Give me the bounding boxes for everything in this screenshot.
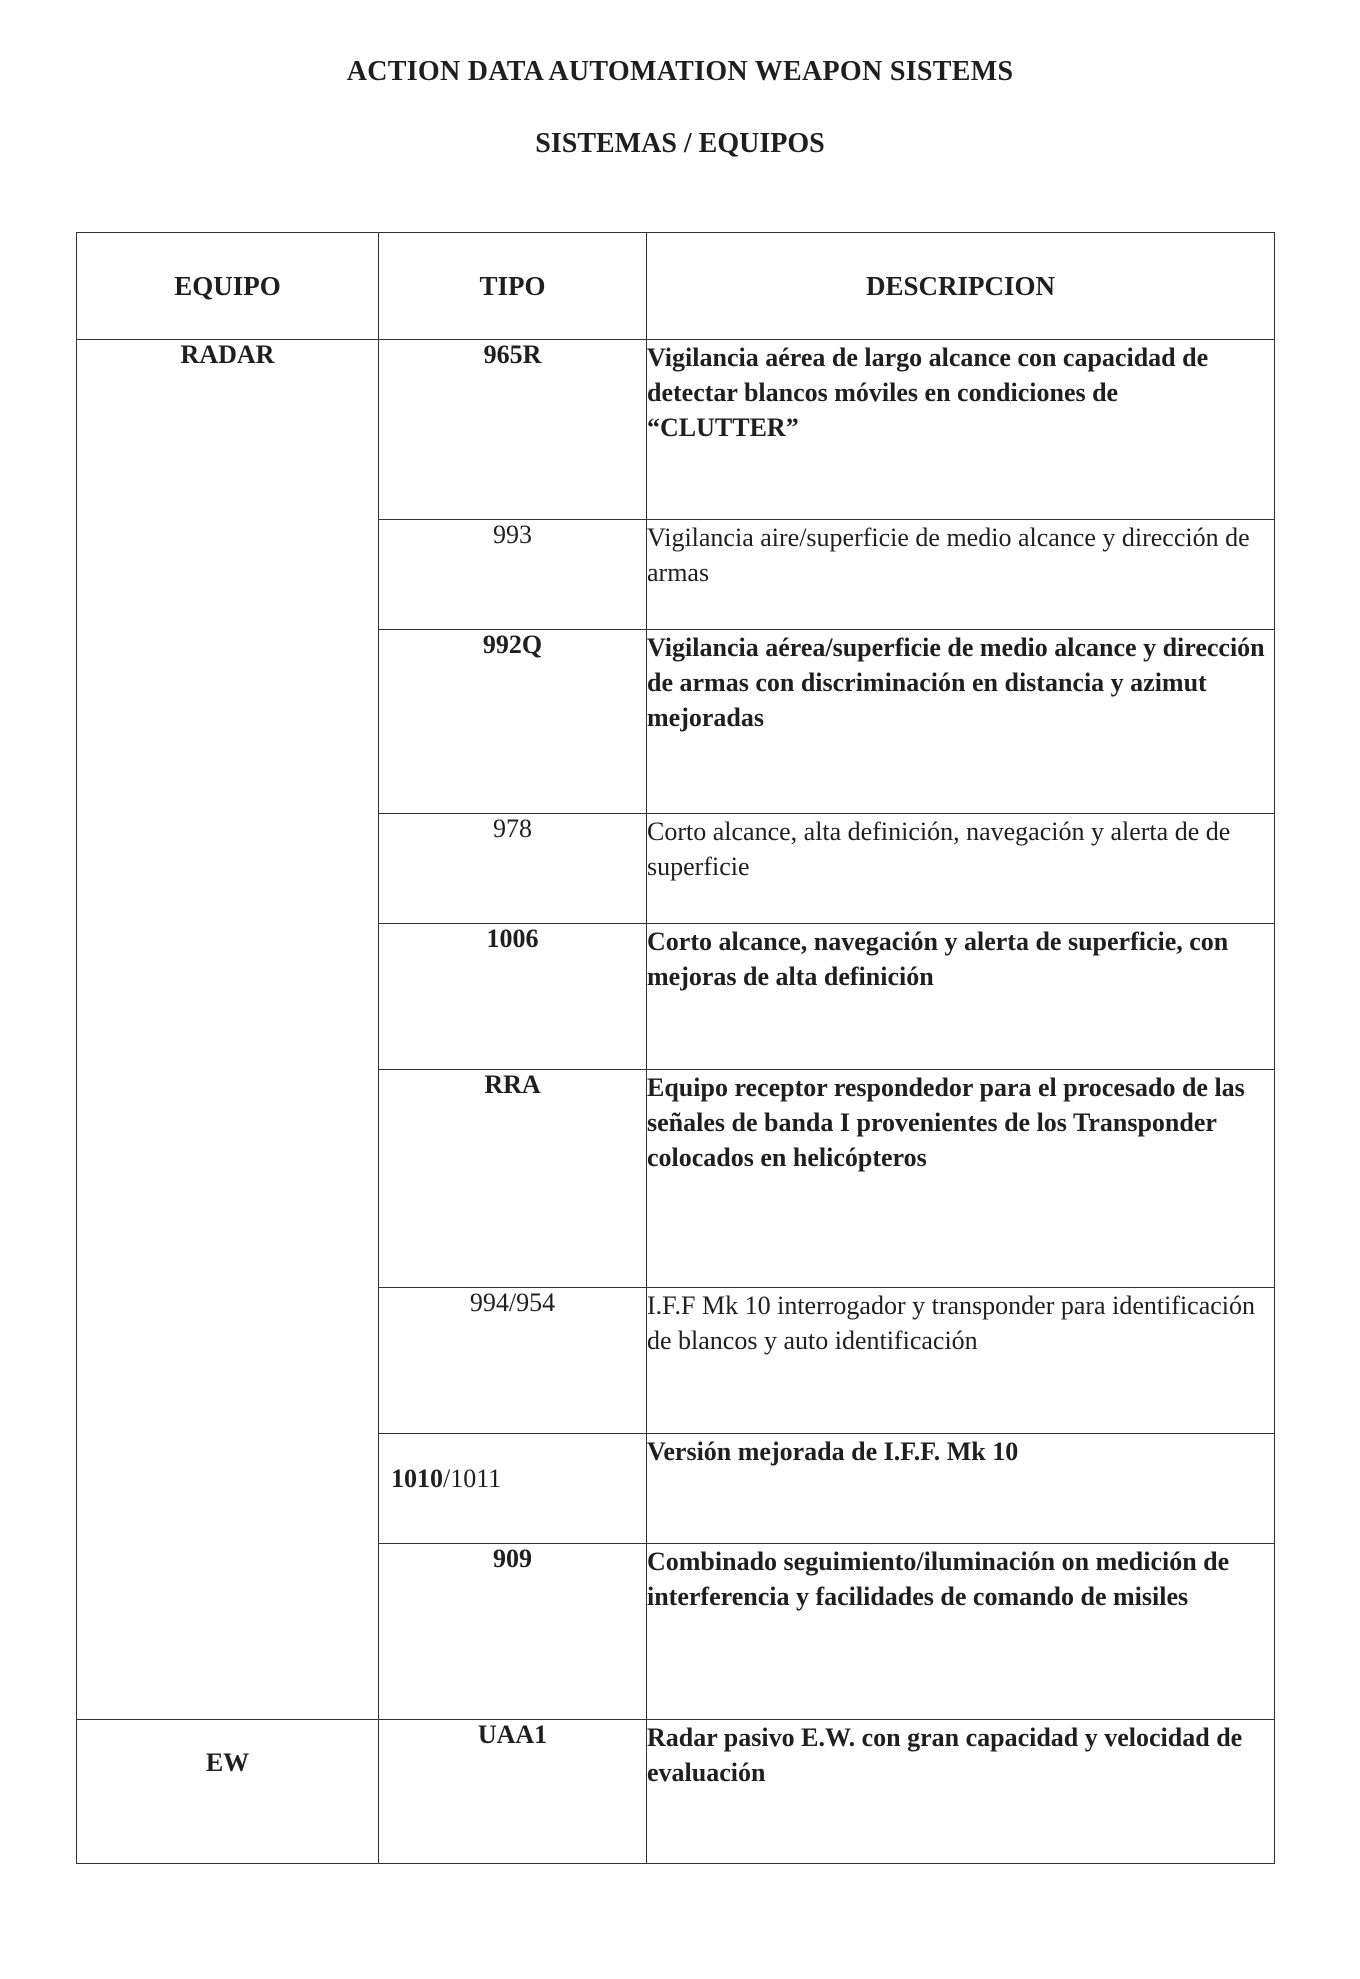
descripcion-cell: I.F.F Mk 10 interrogador y transponder para identificación de blancos y auto identificación xyxy=(647,1288,1275,1434)
descripcion-cell: Equipo receptor respondedor para el procesado de las señales de banda I provenientes de los Transponder colocados en helicópteros xyxy=(647,1070,1275,1288)
header-tipo: TIPO xyxy=(379,233,647,340)
equipo-cell-ew: EW xyxy=(77,1720,379,1864)
table-row xyxy=(77,340,1275,520)
descripcion-cell: Versión mejorada de I.F.F. Mk 10 xyxy=(647,1434,1275,1544)
tipo-cell: 965R xyxy=(379,340,647,520)
descripcion-cell: Corto alcance, navegación y alerta de superficie, con mejoras de alta definición xyxy=(647,924,1275,1070)
descripcion-cell: Vigilancia aire/superficie de medio alcance y dirección de armas xyxy=(647,520,1275,630)
tipo-cell: 909 xyxy=(379,1544,647,1720)
equipo-cell-radar: RADAR xyxy=(77,340,379,1720)
table-row xyxy=(77,1720,1275,1864)
descripcion-cell: Radar pasivo E.W. con gran capacidad y velocidad de evaluación xyxy=(647,1720,1275,1864)
tipo-bold-part: 1010 xyxy=(391,1464,443,1493)
header-equipo: EQUIPO xyxy=(77,233,379,340)
descripcion-cell: Combinado seguimiento/iluminación on medición de interferencia y facilidades de comando de misiles xyxy=(647,1544,1275,1720)
descripcion-cell: Corto alcance, alta definición, navegación y alerta de de superficie xyxy=(647,814,1275,924)
tipo-cell: 1006 xyxy=(379,924,647,1070)
page-subtitle: SISTEMAS / EQUIPOS xyxy=(535,128,825,159)
tipo-cell: UAA1 xyxy=(379,1720,647,1864)
tipo-cell: 993 xyxy=(379,520,647,630)
tipo-rest-part: /1011 xyxy=(443,1464,502,1493)
descripcion-cell: Vigilancia aérea/superficie de medio alcance y dirección de armas con discriminación en distancia y azimut mejoradas xyxy=(647,630,1275,814)
descripcion-cell: Vigilancia aérea de largo alcance con capacidad de detectar blancos móviles en condiciones de “CLUTTER” xyxy=(647,340,1275,520)
page-title: ACTION DATA AUTOMATION WEAPON SISTEMS xyxy=(346,56,1014,87)
tipo-cell xyxy=(379,1434,647,1544)
tipo-cell: 994/954 xyxy=(379,1288,647,1434)
tipo-cell: 992Q xyxy=(379,630,647,814)
systems-table xyxy=(76,232,1275,1864)
header-descripcion: DESCRIPCION xyxy=(647,233,1275,340)
tipo-cell: 978 xyxy=(379,814,647,924)
tipo-cell: RRA xyxy=(379,1070,647,1288)
table-header-row xyxy=(77,233,1275,340)
